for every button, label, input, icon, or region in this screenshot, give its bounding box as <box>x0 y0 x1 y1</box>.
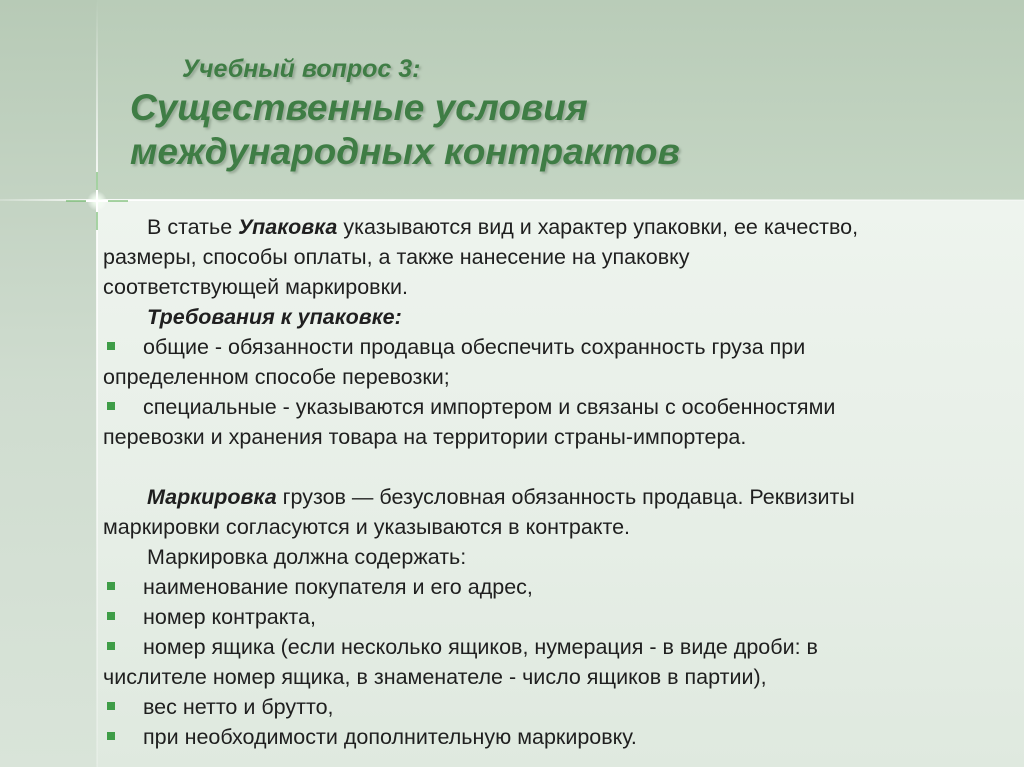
square-bullet-icon <box>107 582 115 590</box>
list-item <box>103 572 1008 602</box>
packaging-rest: указываются вид и характер упаковки, ее качество, <box>337 215 859 239</box>
requirement-general-line-1: общие - обязанности продавца обеспечить сохранность груза при <box>143 335 806 359</box>
marking-weight: вес нетто и брутто, <box>143 695 334 719</box>
slide-title <box>130 52 1010 174</box>
requirement-special-line-1: специальные - указываются импортером и связаны с особенностями <box>143 395 836 419</box>
packaging-term: Упаковка <box>238 215 338 239</box>
packaging-prefix: В статье <box>147 215 239 239</box>
list-item <box>103 632 1008 662</box>
list-item <box>103 692 1008 722</box>
horizontal-divider <box>0 199 1024 201</box>
slide-main-title-line-2: международных контрактов <box>130 131 680 172</box>
slide-subtitle: Учебный вопрос 3: <box>182 55 421 83</box>
packaging-paragraph-line-2: размеры, способы оплаты, а также нанесение на упаковку <box>103 245 690 269</box>
marking-contract-number: номер контракта, <box>143 605 316 629</box>
vertical-divider <box>96 0 98 767</box>
square-bullet-icon <box>107 342 115 350</box>
packaging-paragraph-line-3: соответствующей маркировки. <box>103 275 408 299</box>
requirement-general-line-2: определенном способе перевозки; <box>103 365 450 389</box>
list-item <box>103 332 1008 362</box>
marking-heading: Маркировка должна содержать: <box>147 545 467 569</box>
list-item <box>103 602 1008 632</box>
packaging-paragraph-line-1 <box>103 212 1008 242</box>
list-item <box>103 722 1008 752</box>
square-bullet-icon <box>107 402 115 410</box>
list-item <box>103 392 1008 422</box>
square-bullet-icon <box>107 612 115 620</box>
marking-additional: при необходимости дополнительную маркировку. <box>143 725 637 749</box>
marking-paragraph-line-1 <box>103 482 1008 512</box>
marking-box-number-line-2: числителе номер ящика, в знаменателе - число ящиков в партии), <box>103 665 767 689</box>
marking-box-number-line-1: номер ящика (если несколько ящиков, нумерация - в виде дроби: в <box>143 635 818 659</box>
square-bullet-icon <box>107 642 115 650</box>
square-bullet-icon <box>107 702 115 710</box>
marking-paragraph-line-2: маркировки согласуются и указываются в контракте. <box>103 515 631 539</box>
marking-rest: грузов — безусловная обязанность продавца. Реквизиты <box>276 485 855 509</box>
left-stripe <box>0 0 97 767</box>
slide-main-title-line-1: Существенные условия <box>130 87 588 128</box>
requirement-special-line-2: перевозки и хранения товара на территории страны-импортера. <box>103 425 747 449</box>
marking-buyer: наименование покупателя и его адрес, <box>143 575 533 599</box>
slide-body <box>103 212 1008 752</box>
requirements-heading: Требования к упаковке: <box>147 305 402 329</box>
marking-term: Маркировка <box>147 485 277 509</box>
paragraph-gap <box>103 452 1008 482</box>
square-bullet-icon <box>107 732 115 740</box>
